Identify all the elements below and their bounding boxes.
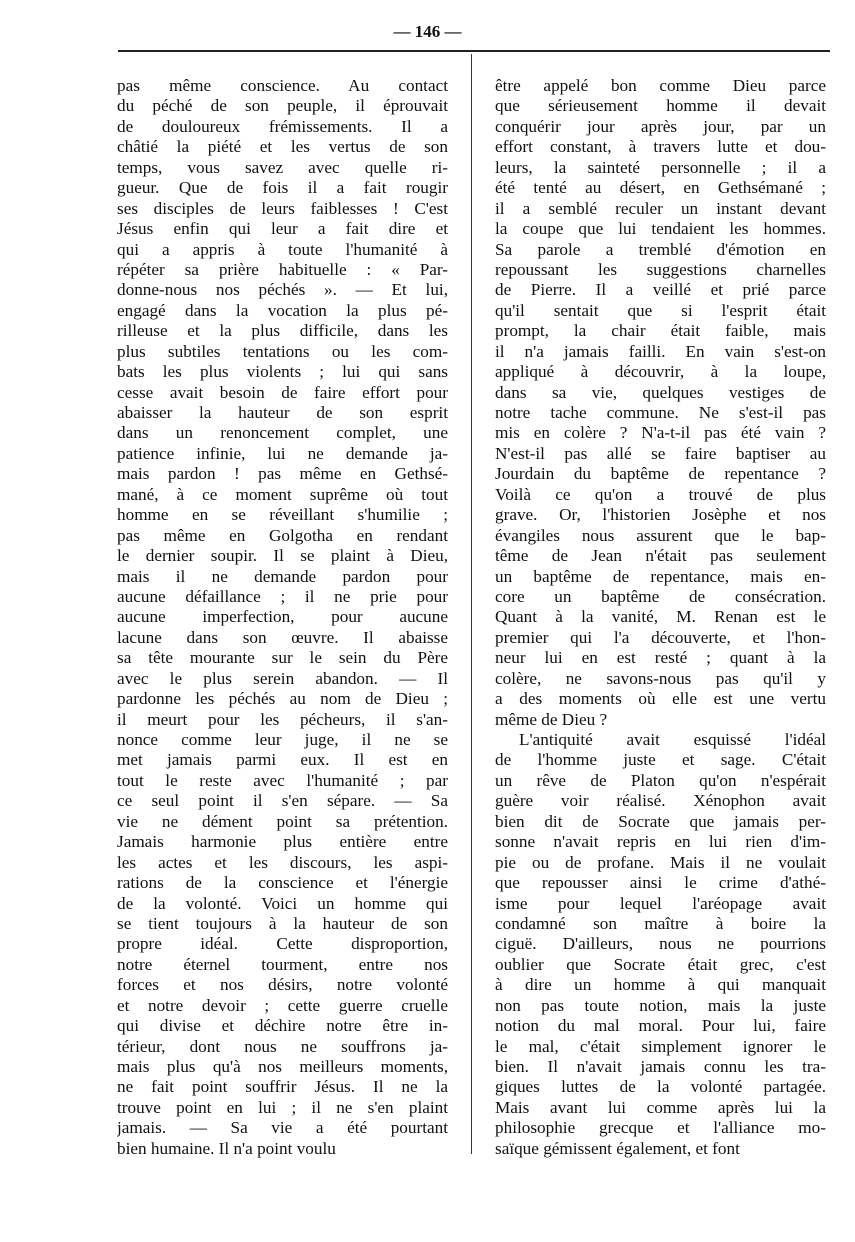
text-line: rilleuse et la plus difficile, dans les <box>117 321 448 341</box>
text-line: Mais avant lui comme après lui la <box>495 1097 826 1117</box>
text-line: sa tête mourante sur le sein du Père <box>117 648 448 668</box>
text-line: leurs, la sainteté personnelle ; il a <box>495 157 826 177</box>
text-line: mané, à ce moment suprême où tout <box>117 484 448 504</box>
text-line: du péché de son peuple, il éprouvait <box>117 96 448 116</box>
text-line: nonce comme leur juge, il ne se <box>117 730 448 749</box>
text-line: donne-nous nos péchés ». — Et lui, <box>117 280 448 300</box>
text-line: ce seul point il s'en sépare. — Sa <box>117 791 448 811</box>
text-line: L'antiquité avait esquissé l'idéal <box>519 730 826 749</box>
text-line: a des moments où elle est une vertu <box>495 689 826 709</box>
text-line: bien. Il n'avait jamais connu les tra- <box>495 1057 826 1076</box>
text-line: dans un renoncement complet, une <box>117 423 448 443</box>
text-line: philosophie grecque et l'alliance mo- <box>495 1118 826 1138</box>
text-line: engagé dans la vocation la plus pé- <box>117 300 448 320</box>
text-line: qu'il sentait que si l'esprit était <box>495 300 826 320</box>
text-line: condamné son maître à boire la <box>495 913 826 933</box>
text-line: gueur. Que de fois il a fait rougir <box>117 178 448 198</box>
text-line: saïque gémissent également, et font <box>495 1138 740 1158</box>
text-line: homme en se réveillant s'humilie ; <box>117 505 448 525</box>
right-column <box>495 76 826 1159</box>
text-line: pie ou de profane. Mais il ne voulait <box>495 852 826 872</box>
text-line: Jésus enfin qui leur a fait dire et <box>117 219 448 239</box>
text-line: bien humaine. Il n'a point voulu <box>117 1138 336 1158</box>
text-line: qui a appris à toute l'humanité à <box>117 239 448 259</box>
text-line: répéter sa prière habituelle : « Par- <box>117 259 448 279</box>
text-line: propre idéal. Cette disproportion, <box>117 934 448 954</box>
text-line: les actes et les discours, les aspi- <box>117 852 448 872</box>
text-line: à dire un homme à qui manquait <box>495 975 826 995</box>
text-line: la coupe que lui tendaient les hommes. <box>495 219 826 239</box>
text-line: un rêve de Platon qu'on n'espérait <box>495 770 826 790</box>
text-line: forces et nos désirs, notre volonté <box>117 975 448 995</box>
text-line: colère, ne savons-nous pas qu'il y <box>495 668 826 688</box>
text-line: dans sa vie, quelques vestiges de <box>495 382 826 402</box>
text-line: que sérieusement homme il devait <box>495 96 826 116</box>
text-line: pardonne les péchés au nom de Dieu ; <box>117 689 448 709</box>
text-line: le mal, c'était simplement ignorer le <box>495 1036 826 1056</box>
text-line: il meurt pour les pécheurs, il s'an- <box>117 709 448 729</box>
text-line: Jourdain du baptême de repentance ? <box>495 464 826 484</box>
text-line: été tenté au désert, en Gethsémané ; <box>495 178 826 198</box>
text-line: Voilà ce qu'on a trouvé de plus <box>495 484 826 504</box>
text-line: qui divise et déchire notre être in- <box>117 1016 448 1036</box>
text-line: bien dit de Socrate que jamais per- <box>495 811 826 831</box>
text-line: oublier que Socrate était grec, c'est <box>495 954 826 974</box>
text-line: notre éternel tourment, entre nos <box>117 954 448 974</box>
text-line: châtié la piété et les vertus de son <box>117 137 448 157</box>
text-line: neur lui en est resté ; quant à la <box>495 648 826 668</box>
text-line: pas même en Golgotha en rendant <box>117 525 448 545</box>
text-line: appliqué à découvrir, à la loupe, <box>495 362 826 382</box>
text-line: aucune imperfection, pour aucune <box>117 607 448 627</box>
text-line: le dernier soupir. Il se plaint à Dieu, <box>117 546 448 566</box>
text-line: de la volonté. Voici un homme qui <box>117 893 448 913</box>
text-line: ses disciples de leurs faiblesses ! C'est <box>117 198 448 218</box>
text-line: premier qui l'a découverte, et l'hon- <box>495 627 826 647</box>
text-line: repoussant les suggestions charnelles <box>495 259 826 279</box>
text-line: plus subtiles tentations ou les com- <box>117 341 448 361</box>
text-line: avec le plus serein abandon. — Il <box>117 668 448 688</box>
text-line: se tient toujours à la hauteur de son <box>117 913 448 933</box>
text-line: trouve point en lui ; il ne s'en plaint <box>117 1097 448 1117</box>
text-line: bats les plus violents ; lui qui sans <box>117 362 448 382</box>
text-line: il n'a jamais failli. En vain s'est-on <box>495 341 826 361</box>
text-line: tout le reste avec l'humanité ; par <box>117 770 448 790</box>
text-line: un baptême de repentance, mais en- <box>495 566 826 586</box>
text-line: mis en colère ? N'a-t-il pas été vain ? <box>495 423 826 443</box>
text-line: isme pour lequel l'aréopage avait <box>495 893 826 913</box>
text-line: térieur, dont nous ne souffrons ja- <box>117 1036 448 1056</box>
text-line: ciguë. D'ailleurs, nous ne pourrions <box>495 934 826 954</box>
text-line: mais plus qu'à nos meilleurs moments, <box>117 1057 448 1076</box>
text-line: prompt, la chair était faible, mais <box>495 321 826 341</box>
text-line: core un baptême de consécration. <box>495 586 826 606</box>
text-line: de Pierre. Il a veillé et prié parce <box>495 280 826 300</box>
text-line: de douloureux frémissements. Il a <box>117 116 448 136</box>
text-line: cesse avait besoin de faire effort pour <box>117 382 448 402</box>
text-line: met jamais parmi eux. Il est en <box>117 750 448 770</box>
text-line: non pas toute notion, mais la juste <box>495 995 826 1015</box>
text-line: tême de Jean n'était pas seulement <box>495 546 826 566</box>
text-line: notion du mal moral. Pour lui, faire <box>495 1016 826 1036</box>
text-line: notre tache commune. Ne s'est-il pas <box>495 403 826 422</box>
text-line: de l'homme juste et sage. C'était <box>495 750 826 770</box>
text-line: Jamais harmonie plus entière entre <box>117 832 448 852</box>
text-line: mais pardon ! pas même en Gethsé- <box>117 464 448 484</box>
text-line: lacune dans son œuvre. Il abaisse <box>117 627 448 647</box>
text-line: effort constant, à travers lutte et dou- <box>495 137 826 157</box>
text-line: temps, vous savez avec quelle ri- <box>117 157 448 177</box>
text-line: évangiles nous assurent que le bap- <box>495 525 826 545</box>
text-line: N'est-il pas allé se faire baptiser au <box>495 443 826 463</box>
column-divider <box>471 54 472 1154</box>
text-line: jamais. — Sa vie a été pourtant <box>117 1118 448 1138</box>
text-line: aucune défaillance ; il ne prie pour <box>117 586 448 606</box>
text-line: abaisser la hauteur de son esprit <box>117 403 448 422</box>
text-line: mais il ne demande pardon pour <box>117 566 448 586</box>
left-column <box>117 76 448 1159</box>
text-line: vie ne dément point sa prétention. <box>117 811 448 831</box>
text-line: et notre devoir ; cette guerre cruelle <box>117 995 448 1015</box>
text-line: il a semblé reculer un instant devant <box>495 198 826 218</box>
text-line: Quant à la vanité, M. Renan est le <box>495 607 826 627</box>
page-number: — 146 — <box>393 22 462 41</box>
text-line: guère voir réalisé. Xénophon avait <box>495 791 826 811</box>
text-line: même de Dieu ? <box>495 709 608 729</box>
text-line: ne fait point souffrir Jésus. Il ne la <box>117 1077 448 1097</box>
text-line: que repousser ainsi le crime d'athé- <box>495 873 826 893</box>
text-line: être appelé bon comme Dieu parce <box>495 76 826 95</box>
text-line: pas même conscience. Au contact <box>117 76 448 95</box>
text-line: sonne n'avait repris en lui rien d'im- <box>495 832 826 852</box>
text-line: conquérir jour après jour, par un <box>495 116 826 136</box>
text-line: giques luttes de la volonté partagée. <box>495 1077 826 1097</box>
text-line: Sa parole a tremblé d'émotion en <box>495 239 826 259</box>
text-line: rations de la conscience et l'énergie <box>117 873 448 893</box>
header-rule <box>118 50 830 52</box>
text-line: grave. Or, l'historien Josèphe et nos <box>495 505 826 525</box>
text-line: patience infinie, lui ne demande ja- <box>117 443 448 463</box>
